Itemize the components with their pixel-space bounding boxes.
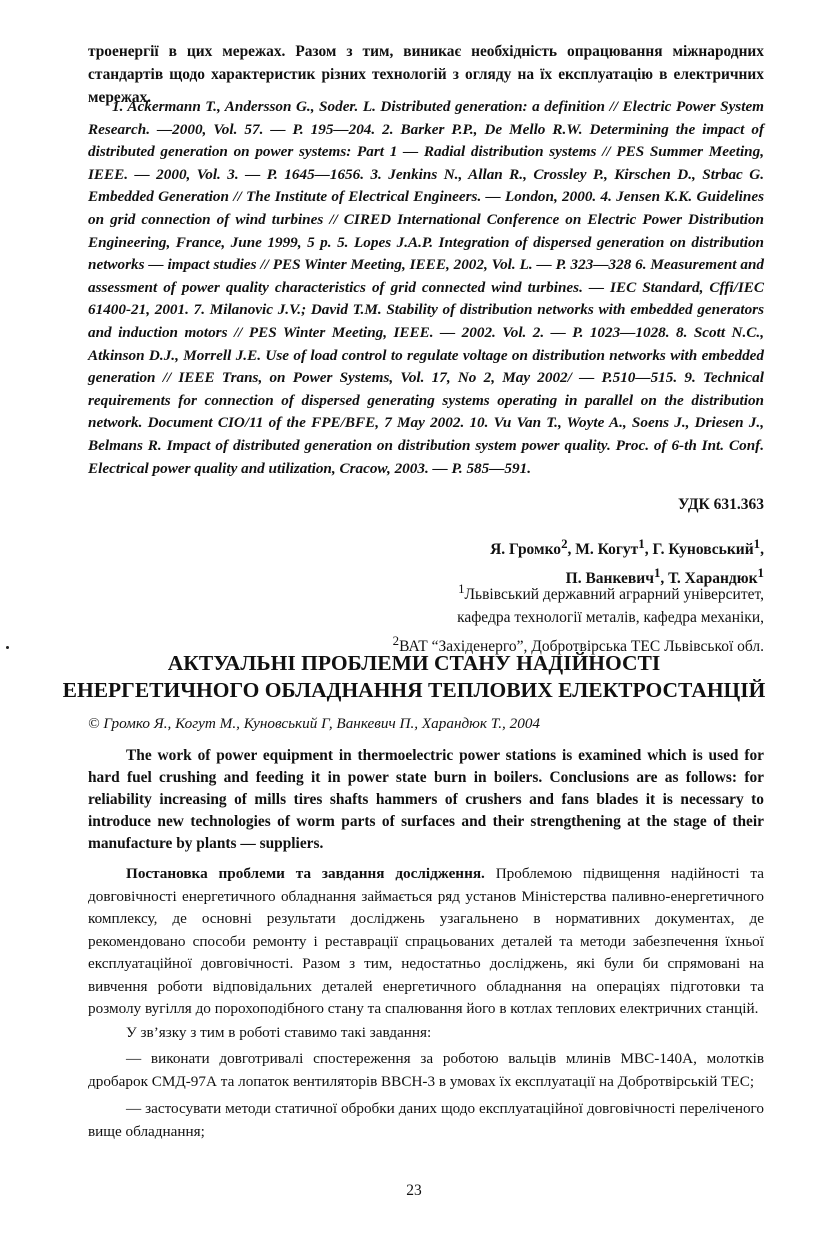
affiliation-line: $^2$ВАТ “Західенерго”, Добротвірська ТЕС Львівської обл. xyxy=(392,633,764,656)
continued-paragraph: троенергії в цих мережах. Разом з тим, виникає необхідність опрацювання міжнародних стандартів щодо характеристик різних технологій з огляду на їх експлуатацію в електричних мережах. xyxy=(88,43,764,106)
page-number: 23 xyxy=(406,1182,422,1199)
author-name: М. Когут xyxy=(575,541,639,559)
author-affil-mark: 1 xyxy=(753,536,761,551)
author-separator: , xyxy=(660,570,669,588)
author-name: Г. Куновський xyxy=(652,541,754,559)
affiliation-line: $^1$Львівський державний аграрний університет, xyxy=(458,581,764,604)
title-line-1: АКТУАЛЬНІ ПРОБЛЕМИ СТАНУ НАДІЙНОСТІ xyxy=(167,651,661,675)
body-paragraph: Постановка проблеми та завдання дослідження. Проблемою підвищення надійності та довговічності енергетичного обладнання займається ряд установ Міністерства паливно-енергетичного комплексу, де основні результати досліджень узагальнено в нормативних документах, де рекомендовано способи ремонту і реставрації спрацьованих деталей та методи забезпечення їхньої експлуатаційної довговічності. Разом з тим, недостатньо досліджень, які були би спрямовані на вивчення роботи відповідальних деталей енергетичного обладнання на операціях підготовки та розмолу вугілля до порохоподібного стану та спалювання його в котлах теплових електричних станцій. xyxy=(88,865,764,1017)
author-affil-mark: 1 xyxy=(653,565,661,581)
affil-mark: 1 xyxy=(458,581,465,596)
body-paragraph: У зв’язку з тим в роботі ставимо такі завдання: xyxy=(126,1024,432,1041)
task-item: — виконати довготривалі спостереження за роботою вальців млинів МВС-140А, молотків дробарок СМД-97А та лопаток вентиляторів ВВСН-3 в умовах їх експлуатації на Добротвірській ТЕС; xyxy=(88,1050,764,1090)
author-name: П. Ванкевич xyxy=(565,570,654,588)
task-item: — застосувати методи статичної обробки даних щодо експлуатаційної довговічності переліченого вище обладнання; xyxy=(88,1100,764,1140)
udk-code: УДК 631.363 xyxy=(678,496,764,513)
article-title xyxy=(40,650,788,704)
affiliation-line: кафедра технології металів, кафедра механіки, xyxy=(457,609,764,627)
reference-list: 1. Ackermann T., Andersson G., Soder. L. Distributed generation: a definition // Electric Power System Research. —2000, Vol. 57. — P. 195—204. 2. Barker P.P., De Mello R.W. Determining the impact of distributed generation on power systems: Part 1 — Radial distribution systems // PES Summer Meeting, IEEE. — 2000, Vol. 3. — P. 1645—1656. 3. Jenkins N., Allan R., Crossley P., Kirschen D., Strbac G. Embedded Generation // The Institute of Electrical Engineers. — London, 2000. 4. Jensen K.K. Guidelines on grid connection of wind turbines // CIRED International Conference on Electric Power Distribution Engineering, France, June 1999, 5 p. 5. Lopes J.A.P. Integration of dispersed generation on distribution networks — impact studies // PES Winter Meeting, IEEE, 2002, Vol. L. — P. 323—328 6. Measurement and assessment of power quality characteristics of grid connected wind turbines. — IEC Standard, Cffi/IEC 61400-21, 2001. 7. Milanovic J.V.; David T.M. Stability of distribution networks with embedded generators and induction motors // PES Winter Meeting, IEEE. — 2002. Vol. 2. — P. 1023—1028. 8. Scott N.C., Atkinson D.J., Morrell J.E. Use of load control to regulate voltage on distribution networks with embedded generation // IEEE Trans, on Power Systems, Vol. 17, No 2, May 2002/ — P.510—515. 9. Technical requirements for connection of dispersed generating systems operating in parallel on the distribution network. Document CIO/11 of the FPE/BFE, 7 May 2002. 10. Vu Van T., Woyte A., Soens J., Driesen J., Belmans R. Impact of distributed generation on distribution system power quality. Proc. of 6-th Int. Conf. Electrical power quality and utilization, Cracow, 2003. — P. 585—591. xyxy=(88,98,764,477)
author-separator: , xyxy=(760,541,764,559)
abstract: The work of power equipment in thermoelectric power stations is examined which is used for hard fuel crushing and feeding it in power state burn in boilers. Conclusions are as follows: for reliability increasing of mills tires shafts hammers of crushers and fans blades it is necessary to introduce new technologies of worm parts of surfaces and their strengthening at the stage of their manufacture by plants — suppliers. xyxy=(88,747,764,852)
author-affil-mark: 1 xyxy=(638,536,645,551)
section-heading: Постановка проблеми та завдання дослідження. xyxy=(126,865,485,882)
author-affil-mark: 2 xyxy=(561,536,568,551)
copyright-line: © Громко Я., Когут М., Куновський Г, Ванкевич П., Харандюк Т., 2004 xyxy=(88,715,541,732)
authors-line-1 xyxy=(490,532,764,561)
author-separator: , xyxy=(567,541,576,559)
author-name: Я. Громко xyxy=(490,541,562,559)
author-affil-mark: 1 xyxy=(757,565,764,581)
affiliations-block xyxy=(393,577,764,658)
author-name: Т. Харандюк xyxy=(668,570,758,588)
affil-mark: 2 xyxy=(392,633,400,649)
scan-speck xyxy=(6,646,9,649)
title-line-2: ЕНЕРГЕТИЧНОГО ОБЛАДНАННЯ ТЕПЛОВИХ ЕЛЕКТРОСТАНЦІЙ xyxy=(62,678,766,702)
author-separator: , xyxy=(644,541,653,559)
